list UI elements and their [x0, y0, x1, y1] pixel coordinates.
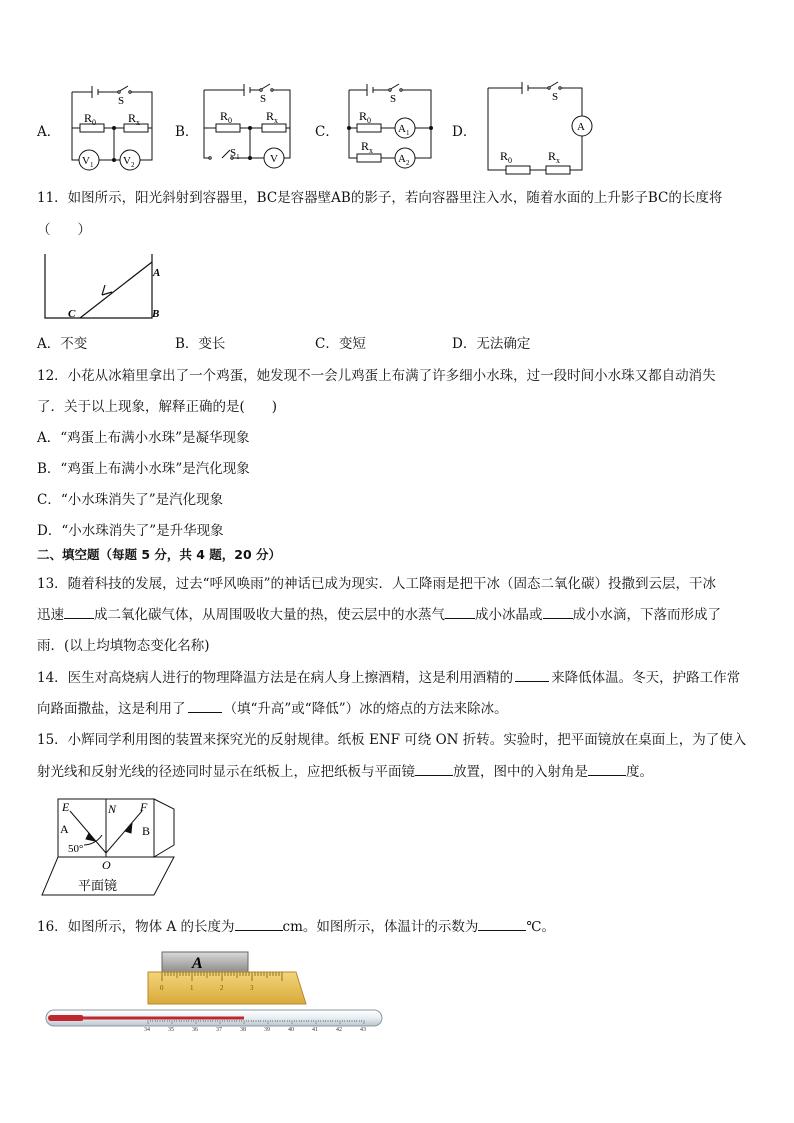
thermometer-bulb	[48, 1015, 84, 1021]
thermometer-tick-label: 35	[168, 1027, 174, 1033]
ruler-tick-label: 3	[250, 984, 254, 992]
q12-option-d: D．“小水珠消失了”是升华现象	[37, 523, 224, 539]
q13-blank-1[interactable]	[64, 605, 94, 619]
svg-text:A: A	[577, 121, 585, 133]
svg-text:R0: $R_0$	[220, 109, 233, 125]
q14-blank-1[interactable]	[515, 668, 549, 682]
q14-stem-line2: 向路面撒盐，这是利用了 （填“升高”或“降低”）冰的熔点的方法来除冰。	[37, 701, 508, 717]
svg-text:V: V	[270, 153, 278, 165]
q14-blank-2[interactable]	[188, 699, 222, 713]
circuit-b-switch-label: S	[260, 93, 267, 105]
section-title-fill-in: 二、填空题（每题 5 分，共 4 题，20 分）	[37, 547, 282, 562]
thermometer-tick-label: 34	[144, 1027, 150, 1033]
svg-text:Rx: $R_x$	[266, 109, 279, 125]
q12-stem-line1: 12．小花从冰箱里拿出了一个鸡蛋，她发现不一会儿鸡蛋上布满了许多细小水珠，过一段时间小水珠又都自动消失	[37, 368, 716, 384]
q15-blank-1[interactable]	[415, 762, 453, 776]
circuit-a-switch-label: S	[118, 95, 125, 107]
q12-stem-line2: 了．关于以上现象，解释正确的是( )	[37, 399, 278, 415]
svg-text:A1: $A_1$	[398, 123, 410, 137]
svg-text:N: N	[108, 802, 117, 816]
q16-blank-1[interactable]	[235, 917, 283, 931]
svg-text:R0: $R_0$	[359, 109, 372, 125]
thermometer-tick-label: 36	[192, 1027, 198, 1033]
circuit-c-diagram	[345, 82, 437, 174]
q11-option-c: C．变短	[315, 336, 366, 352]
q11-stem-line1: 11．如图所示，阳光斜射到容器里，BC是容器壁AB的影子，若向容器里注入水，随着水面的上升影子BC的长度将	[37, 190, 723, 206]
q13-stem-line2: 迅速 成二氧化碳气体，从周围吸收大量的热，使云层中的水蒸气 成小冰晶或 成小水滴，下落而形成了	[37, 607, 721, 623]
thermometer-tick-label: 37	[216, 1027, 222, 1033]
svg-text:V2: $V_2$	[123, 155, 135, 169]
q10-option-d-label: D．	[452, 124, 477, 140]
circuit-d-diagram	[484, 78, 604, 178]
thermometer-tick-label: 42	[336, 1027, 342, 1033]
ruler-tick-label: 1	[190, 984, 194, 992]
q13-stem-line3: 雨．(以上均填物态变化名称)	[37, 638, 210, 654]
ruler-tick-label: 2	[220, 984, 224, 992]
circuit-b-diagram	[200, 82, 300, 174]
svg-text:A2: $A_2$	[398, 153, 410, 167]
svg-text:A: A	[60, 822, 69, 836]
circuit-d-switch-label: S	[552, 91, 559, 103]
svg-text:50°: 50°	[68, 843, 84, 855]
q13-blank-3[interactable]	[543, 605, 573, 619]
svg-text:A: A	[153, 267, 161, 279]
q14-stem-line1: 14．医生对高烧病人进行的物理降温方法是在病人身上擦酒精，这是利用酒精的 来降低体温。冬天，护路工作常	[37, 670, 741, 686]
q11-stem-line2: （ ）	[37, 222, 91, 238]
svg-text:Rx: $R_x$	[128, 111, 141, 127]
svg-text:C: C	[68, 308, 76, 320]
svg-text:V1: $V_1$	[82, 155, 94, 169]
thermometer-tick-label: 40	[288, 1027, 294, 1033]
object-a-block	[162, 952, 248, 972]
q15-stem-line1: 15．小辉同学利用图的装置来探究光的反射规律。纸板 ENF 可绕 ON 折转。实验时，把平面镜放在桌面上，为了使入	[37, 732, 747, 748]
svg-text:Rx: $R_x$	[548, 149, 561, 165]
q15-stem-line2: 射光线和反射光线的径迹同时显示在纸板上，应把纸板与平面镜 放置，图中的入射角是 度。	[37, 764, 653, 780]
ruler-tick-label: 0	[160, 984, 164, 992]
svg-text:B: B	[142, 824, 151, 838]
circuit-c-switch-label: S	[390, 93, 397, 105]
thermometer-tick-label: 43	[360, 1027, 366, 1033]
q11-option-d: D．无法确定	[452, 336, 531, 352]
q12-option-c: C．“小水珠消失了”是汽化现象	[37, 492, 224, 508]
q10-option-b-label: B．	[175, 124, 199, 140]
q13-stem-line1: 13．随着科技的发展，过去“呼风唤雨”的神话已成为现实．人工降雨是把干冰（固态二氧化碳）投撒到云层，干冰	[37, 576, 716, 592]
object-a-label: A	[192, 955, 203, 972]
q15-blank-2[interactable]	[588, 762, 626, 776]
svg-text:S1: $S_1$	[230, 147, 240, 161]
svg-text:R0: $R_0$	[84, 111, 97, 127]
q11-option-b: B．变长	[175, 336, 226, 352]
thermometer-tick-label: 39	[264, 1027, 270, 1033]
q10-option-c-label: C．	[315, 124, 339, 140]
thermometer-tick-label: 41	[312, 1027, 318, 1033]
circuit-a-diagram	[68, 82, 160, 174]
q11-option-a: A．不变	[37, 336, 88, 352]
q12-option-b: B．“鸡蛋上布满小水珠”是汽化现象	[37, 461, 250, 477]
svg-text:平面镜: 平面镜	[78, 878, 118, 893]
q16-ruler-thermometer-figure	[44, 948, 389, 1034]
q16-blank-2[interactable]	[478, 917, 526, 931]
svg-text:Rx: $R_x$	[361, 139, 374, 155]
q13-blank-2[interactable]	[445, 605, 475, 619]
q16-stem-line1: 16．如图所示，物体 A 的长度为 cm。如图所示，体温计的示数为 ℃。	[37, 919, 555, 935]
q12-option-a: A．“鸡蛋上布满小水珠”是凝华现象	[37, 430, 250, 446]
thermometer-mercury	[84, 1017, 244, 1020]
q10-option-a-label: A．	[37, 124, 61, 140]
svg-text:F: F	[140, 800, 148, 814]
q15-reflection-figure	[40, 795, 190, 897]
thermometer-tick-label: 38	[240, 1027, 246, 1033]
svg-text:B: B	[152, 308, 160, 320]
svg-text:O: O	[102, 858, 111, 872]
svg-text:R0: $R_0$	[500, 149, 513, 165]
svg-text:E: E	[62, 800, 70, 814]
q11-container-figure	[40, 250, 170, 322]
